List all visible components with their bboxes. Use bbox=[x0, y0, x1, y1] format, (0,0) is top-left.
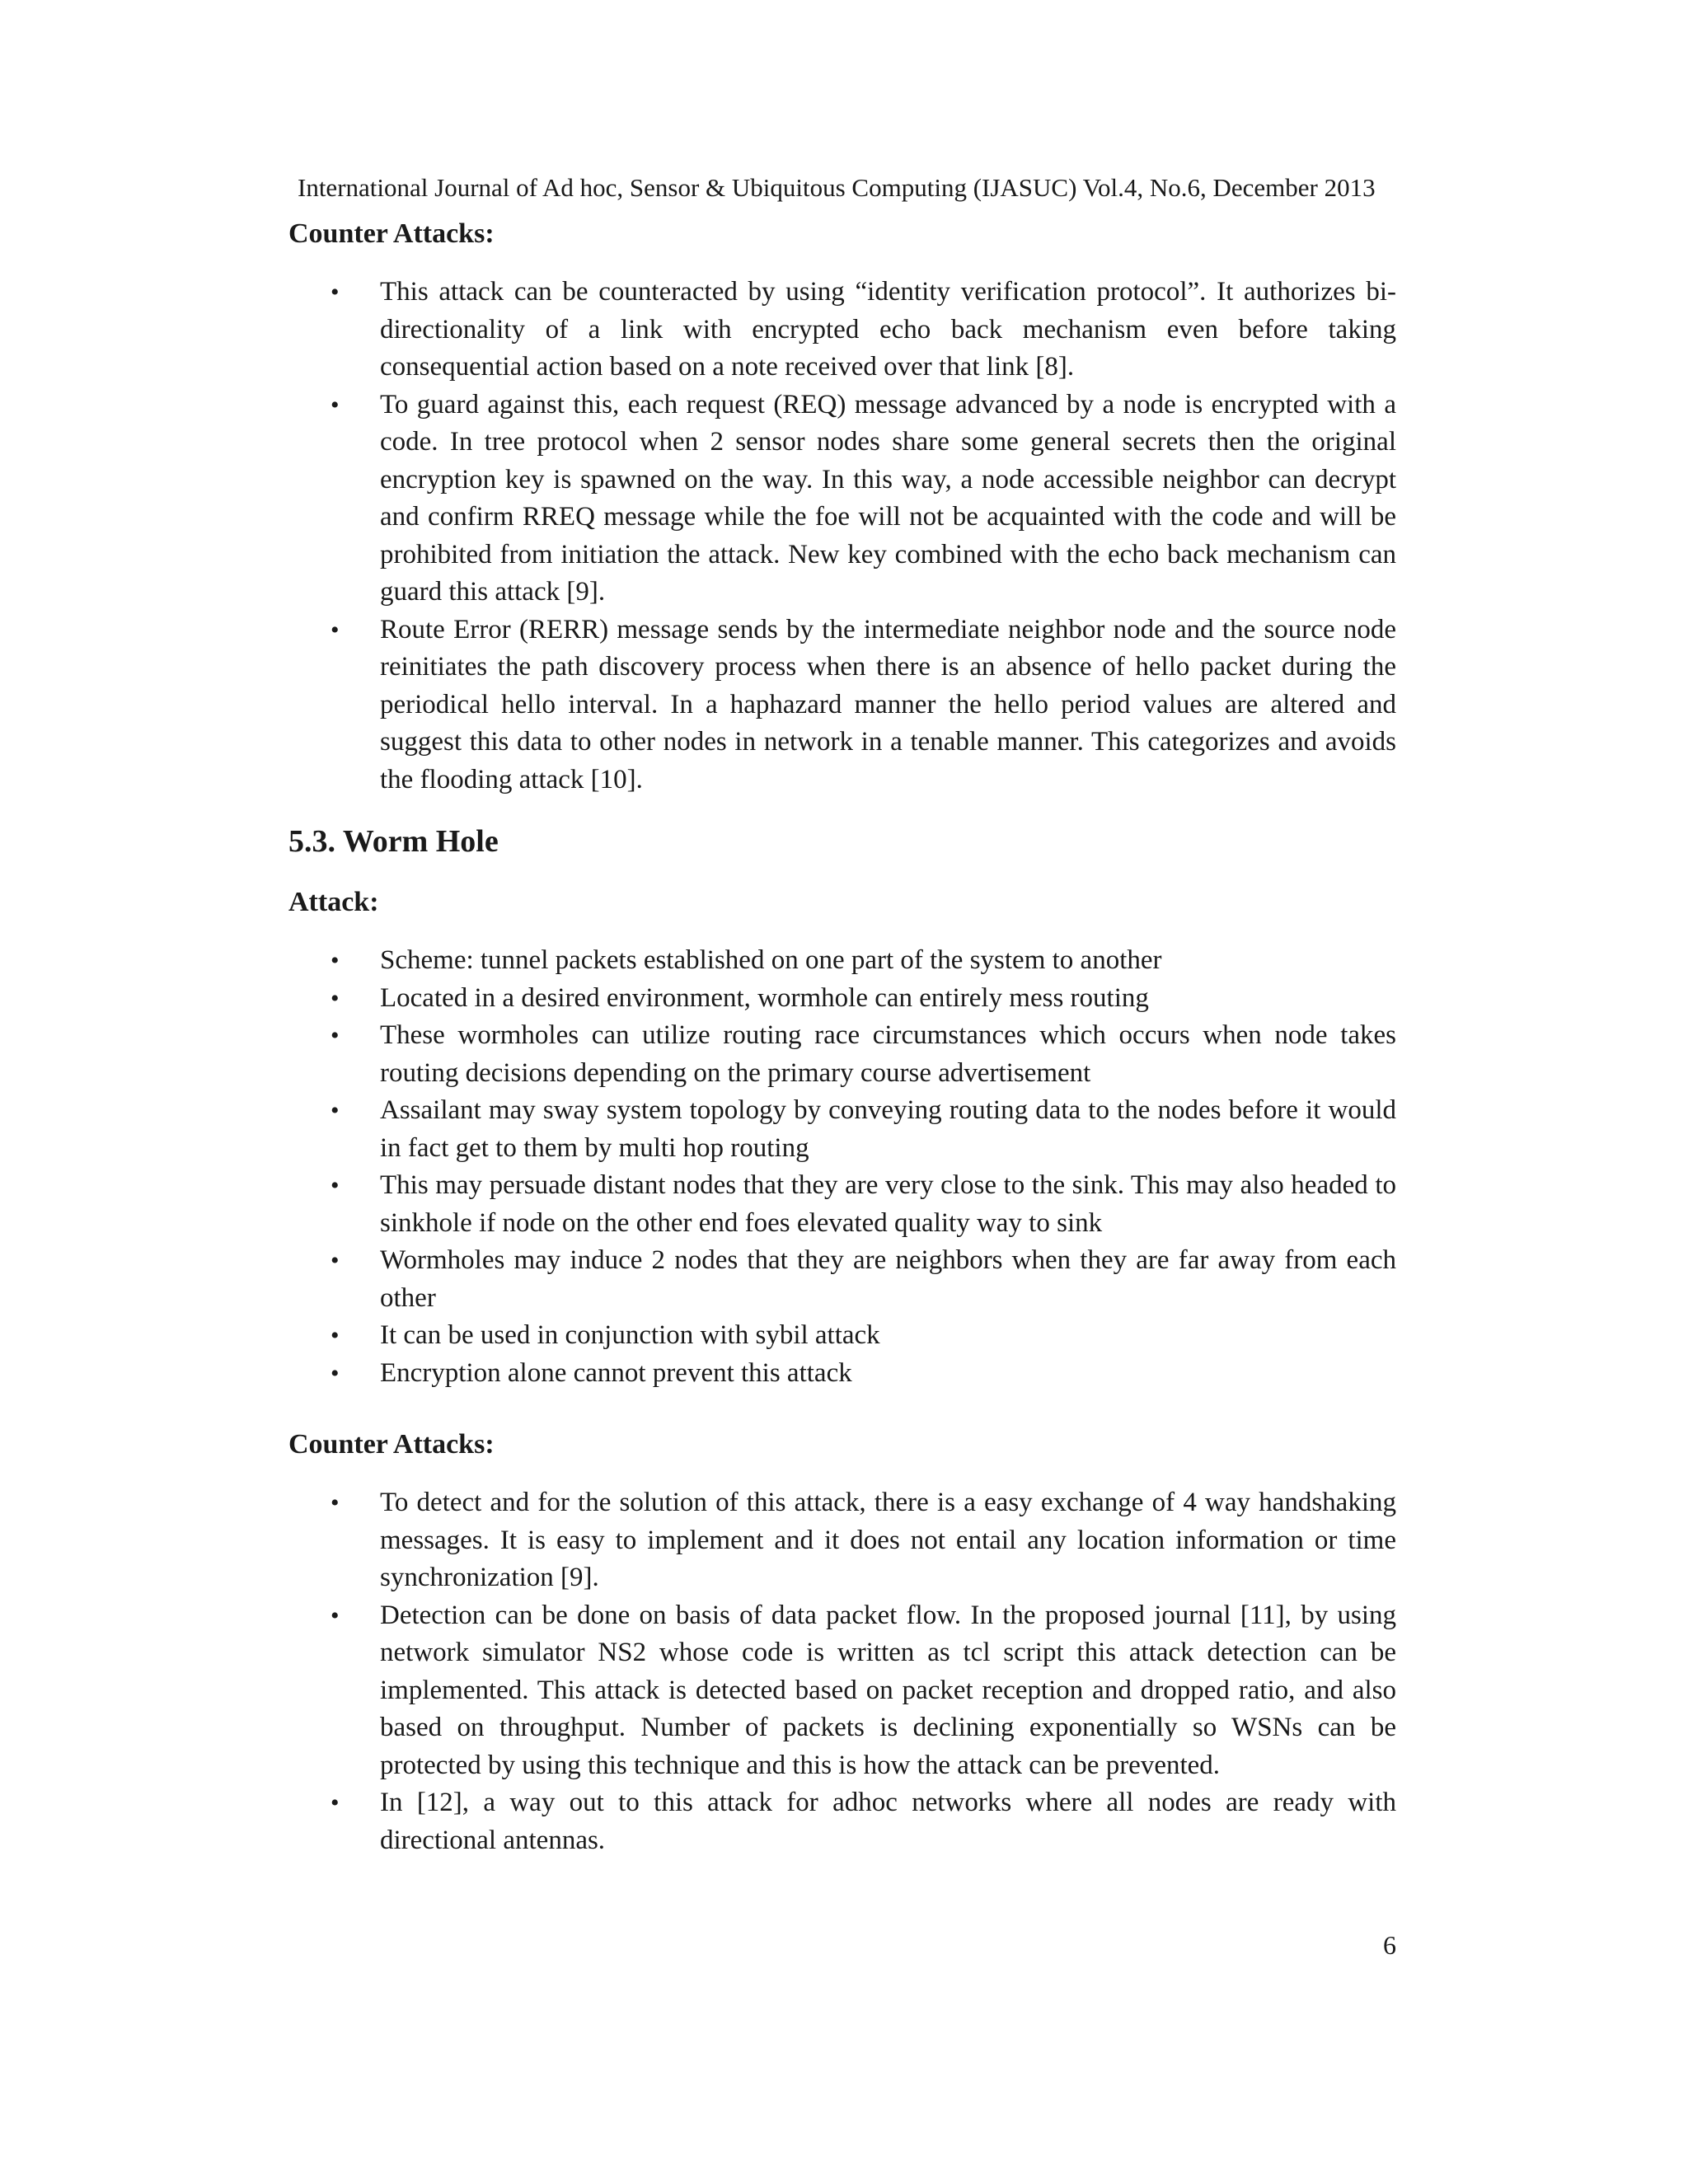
list-item bbox=[288, 612, 1396, 799]
list-item-text: To guard against this, each request (REQ) message advanced by a node is encrypted with a code. In tree protocol when 2 sensor nodes share some general secrets then the original encryption key is spawned on the way. In this way, a node accessible neighbor can decrypt and confirm RREQ message while the foe will not be acquainted with the code and will be prohibited from initiation the attack. New key combined with the echo back mechanism can guard this attack [9]. bbox=[380, 389, 1396, 607]
list-item-text: It can be used in conjunction with sybil attack bbox=[380, 1320, 880, 1350]
list-item bbox=[288, 1784, 1396, 1859]
bullet-icon: • bbox=[331, 1489, 340, 1516]
list-item bbox=[288, 942, 1396, 980]
list-item-text: Detection can be done on basis of data packet flow. In the proposed journal [11], by using network simulator NS2 whose code is written as tcl script this attack detection can be implemented. This attack is detected based on packet reception and dropped ratio, and also based on throughput. Number of packets is declining exponentially so WSNs can be protected by using this technique and this is how the attack can be prevented. bbox=[380, 1600, 1396, 1780]
bullet-icon: • bbox=[331, 1789, 340, 1816]
bullet-icon: • bbox=[331, 279, 340, 306]
list-item-text: To detect and for the solution of this attack, there is a easy exchange of 4 way handshaking messages. It is easy to implement and it does not entail any location information or time synchronization [9]. bbox=[380, 1488, 1396, 1592]
list-item-text: Located in a desired environment, wormhole can entirely mess routing bbox=[380, 982, 1149, 1013]
running-header: International Journal of Ad hoc, Sensor & Ubiquitous Computing (IJASUC) Vol.4, No.6, December 2013 bbox=[298, 173, 1376, 202]
list-item-text: Route Error (RERR) message sends by the intermediate neighbor node and the source node reinitiates the path discovery process when there is an absence of hello packet during the periodical hello interval. In a haphazard manner the hello period values are altered and suggest this data to other nodes in network in a tenable manner. This categorizes and avoids the flooding attack [10]. bbox=[380, 614, 1396, 794]
bullet-icon: • bbox=[331, 616, 340, 644]
list-item-text: In [12], a way out to this attack for adhoc networks where all nodes are ready with directional antennas. bbox=[380, 1788, 1396, 1855]
page-number: 6 bbox=[1383, 1930, 1396, 1960]
bullet-icon: • bbox=[331, 1247, 340, 1274]
bullet-icon: • bbox=[331, 1172, 340, 1199]
list-item bbox=[288, 1317, 1396, 1355]
list-item-text: These wormholes can utilize routing race circumstances which occurs when node takes routing decisions depending on the primary course advertisement bbox=[380, 1020, 1396, 1088]
list-item-text: Assailant may sway system topology by conveying routing data to the nodes before it would in fact get to them by multi hop routing bbox=[380, 1095, 1396, 1163]
list-item bbox=[288, 1242, 1396, 1317]
bullet-icon: • bbox=[331, 947, 340, 974]
bullet-icon: • bbox=[331, 1022, 340, 1049]
bullet-icon: • bbox=[331, 1601, 340, 1629]
attack-list bbox=[288, 942, 1396, 1392]
attack-label: Attack: bbox=[288, 887, 379, 917]
page-content bbox=[288, 213, 1396, 1859]
bullet-icon: • bbox=[331, 1097, 340, 1124]
counter-attacks-label: Counter Attacks: bbox=[288, 1429, 495, 1460]
list-item-text: This attack can be counteracted by using “identity verification protocol”. It authorizes bi-directionality of a link with encrypted echo back mechanism even before taking consequential action based on a note received over that link [8]. bbox=[380, 277, 1396, 382]
bullet-icon: • bbox=[331, 1322, 340, 1349]
list-item bbox=[288, 274, 1396, 387]
list-item bbox=[288, 980, 1396, 1018]
list-item-text: Wormholes may induce 2 nodes that they are neighbors when they are far away from each other bbox=[380, 1245, 1396, 1313]
list-item bbox=[288, 1484, 1396, 1597]
section-heading: 5.3. Worm Hole bbox=[288, 824, 499, 859]
list-item-text: This may persuade distant nodes that they are very close to the sink. This may also headed to sinkhole if node on the other end foes elevated quality way to sink bbox=[380, 1170, 1396, 1238]
list-item-text: Encryption alone cannot prevent this attack bbox=[380, 1357, 852, 1388]
bullet-icon: • bbox=[331, 984, 340, 1012]
list-item-text: Scheme: tunnel packets established on one part of the system to another bbox=[380, 945, 1162, 975]
list-item bbox=[288, 1597, 1396, 1785]
counter-attacks-list bbox=[288, 274, 1396, 799]
bullet-icon: • bbox=[331, 1359, 340, 1387]
bullet-icon: • bbox=[331, 391, 340, 419]
list-item bbox=[288, 387, 1396, 612]
list-item bbox=[288, 1092, 1396, 1167]
list-item bbox=[288, 1167, 1396, 1242]
counter-attacks-label: Counter Attacks: bbox=[288, 218, 495, 249]
list-item bbox=[288, 1017, 1396, 1092]
list-item bbox=[288, 1355, 1396, 1393]
counter-attacks-list bbox=[288, 1484, 1396, 1859]
